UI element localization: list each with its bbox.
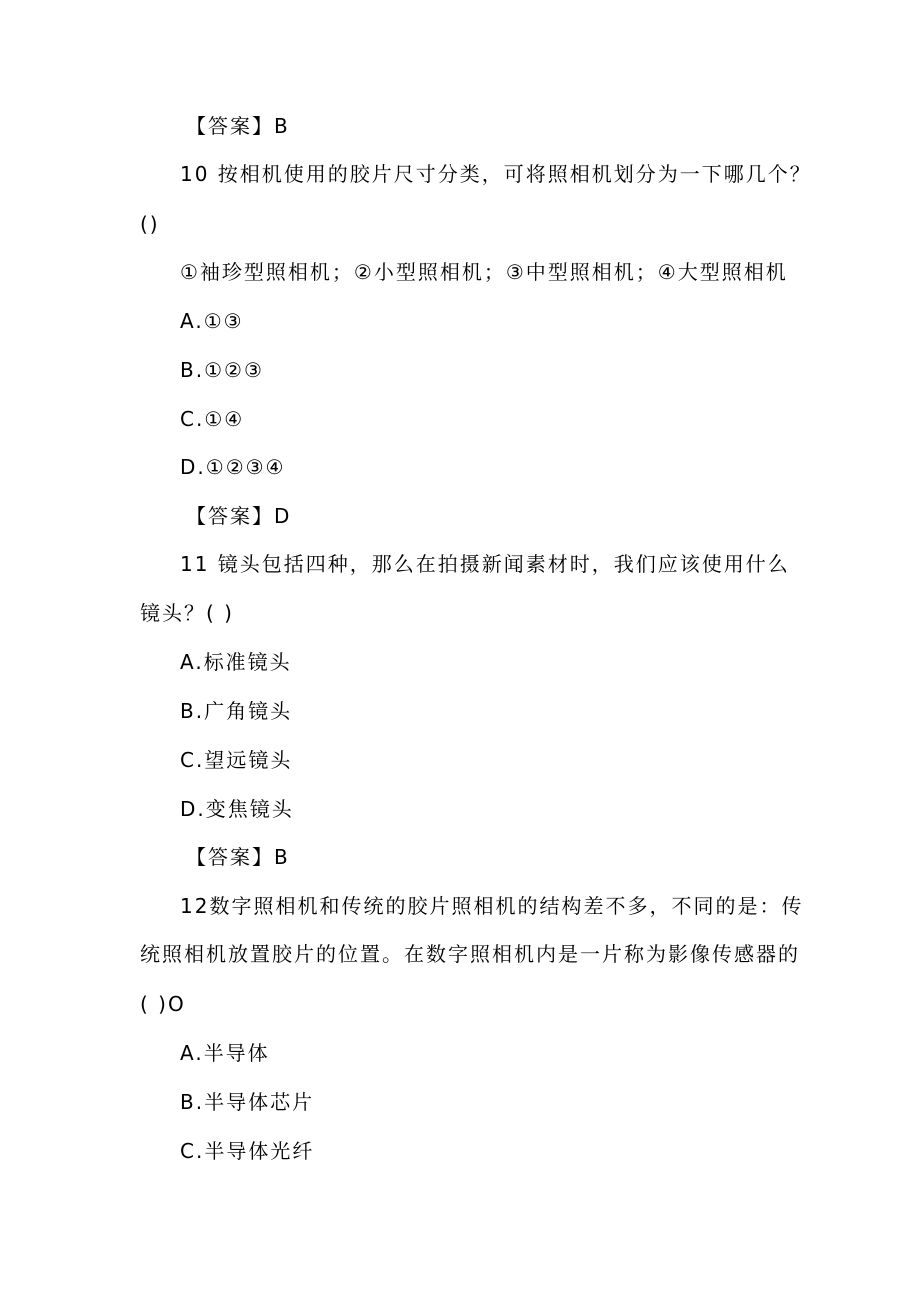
q11-option-a: A.标准镜头 <box>180 650 292 674</box>
q11-answer: 【答案】B <box>186 845 290 869</box>
q10-items: ①袖珍型照相机；②小型照相机；③中型照相机；④大型照相机 <box>180 260 788 284</box>
q9-answer: 【答案】B <box>186 114 290 138</box>
q10-stem-line2: () <box>140 212 160 236</box>
q12-stem-line1: 12数字照相机和传统的胶片照相机的结构差不多，不同的是：传 <box>180 894 804 918</box>
q12-option-c: C.半导体光纤 <box>180 1139 315 1163</box>
q10-option-b: B.①②③ <box>180 358 264 382</box>
q11-stem-line2: 镜头？( ) <box>140 601 234 625</box>
q12-option-b: B.半导体芯片 <box>180 1090 315 1114</box>
q12-stem-line3: ( )O <box>140 992 186 1016</box>
q11-option-b: B.广角镜头 <box>180 699 293 723</box>
q11-stem-line1: 11 镜头包括四种，那么在拍摄新闻素材时，我们应该使用什么 <box>180 552 790 576</box>
q12-stem-line2: 统照相机放置胶片的位置。在数字照相机内是一片称为影像传感器的 <box>140 942 800 966</box>
q11-option-c: C.望远镜头 <box>180 748 293 772</box>
q12-option-a: A.半导体 <box>180 1041 270 1065</box>
q10-option-a: A.①③ <box>180 309 244 333</box>
q10-stem-line1: 10 按相机使用的胶片尺寸分类，可将照相机划分为一下哪几个？ <box>180 162 812 186</box>
q11-option-d: D.变焦镜头 <box>180 797 294 821</box>
q10-option-c: C.①④ <box>180 407 245 431</box>
q10-answer: 【答案】D <box>186 504 292 528</box>
q10-option-d: D.①②③④ <box>180 455 286 479</box>
